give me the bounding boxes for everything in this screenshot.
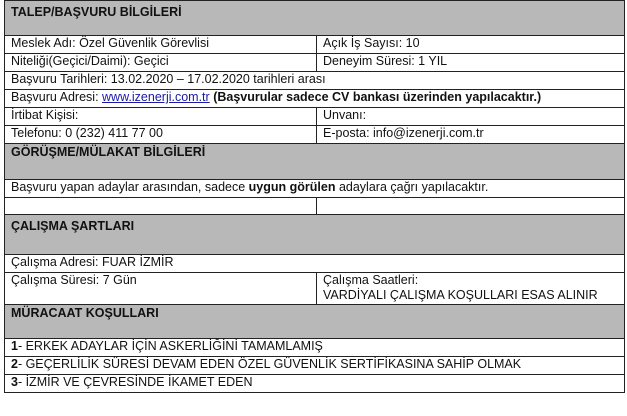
section-header-muracaat	[5, 305, 624, 339]
list-item	[5, 375, 624, 393]
calisma-suresi: Çalışma Süresi: 7 Gün	[5, 273, 317, 304]
deneyim-suresi: Deneyim Süresi: 1 YIL	[323, 54, 448, 68]
telefon: Telefonu: 0 (232) 411 77 00	[5, 126, 317, 143]
website-link[interactable]: www.izenerji.com.tr	[102, 90, 210, 104]
eposta: E-posta: info@izenerji.com.tr	[323, 126, 484, 140]
section-header-talep	[5, 0, 624, 36]
gorusme-text	[5, 180, 624, 197]
empty-cell-right	[317, 198, 624, 214]
calisma-adresi: Çalışma Adresi: FUAR İZMİR	[11, 255, 174, 269]
item-text: - ERKEK ADAYLAR İÇİN ASKERLİĞİNİ TAMAMLAMIŞ	[17, 339, 323, 353]
row-gorusme-text	[5, 180, 624, 198]
calisma-saatleri-value: VARDİYALI ÇALIŞMA KOŞULLARI ESAS ALINIR	[323, 288, 598, 302]
application-form	[4, 0, 625, 393]
row-nitelik	[5, 54, 624, 72]
empty-cell-left	[5, 198, 317, 214]
acik-is-sayisi: Açık İş Sayısı: 10	[323, 36, 420, 50]
item-number: 1	[11, 339, 18, 353]
item-text: - GEÇERLİLİK SÜRESİ DEVAM EDEN ÖZEL GÜVENLİK SERTİFİKASINA SAHİP OLMAK	[17, 357, 522, 371]
list-item	[5, 339, 624, 357]
row-basvuru-adresi	[5, 90, 624, 108]
basvuru-adresi-label: Başvuru Adresi:	[11, 90, 99, 104]
item-text: - İZMİR VE ÇEVRESİNDE İKAMET EDEN	[17, 375, 253, 389]
item-number: 3	[11, 375, 18, 389]
irtibat-kisisi: İrtibat Kişisi:	[5, 108, 317, 125]
calisma-saatleri-label: Çalışma Saatleri:	[323, 273, 419, 287]
unvani: Unvanı:	[323, 108, 367, 122]
section-title-talep: TALEP/BAŞVURU BİLGİLERİ	[11, 5, 182, 19]
gorusme-text-post: adaylara çağrı yapılacaktır.	[335, 180, 489, 194]
gorusme-text-bold: uygun görülen	[248, 180, 336, 194]
meslek-adi: Meslek Adı: Özel Güvenlik Görevlisi	[5, 36, 317, 53]
basvuru-adresi	[5, 90, 624, 107]
niteligi: Niteliği(Geçici/Daimi): Geçici	[5, 54, 317, 71]
row-gorusme-empty	[5, 198, 624, 215]
section-header-calisma	[5, 215, 624, 255]
list-item	[5, 357, 624, 375]
section-title-calisma: ÇALIŞMA ŞARTLARI	[11, 219, 135, 233]
row-meslek	[5, 36, 624, 54]
calisma-saatleri	[317, 273, 624, 304]
section-title-muracaat: MÜRACAAT KOŞULLARI	[11, 306, 159, 320]
row-telefon	[5, 126, 624, 144]
item-number: 2	[11, 357, 18, 371]
row-basvuru-tarihleri	[5, 72, 624, 90]
basvuru-note: (Başvurular sadece CV bankası üzerinden yapılacaktır.)	[213, 90, 542, 104]
row-calisma-sure	[5, 273, 624, 305]
basvuru-tarihleri: Başvuru Tarihleri: 13.02.2020 – 17.02.2020 tarihleri arası	[11, 72, 326, 86]
gorusme-text-pre: Başvuru yapan adaylar arasından, sadece	[11, 180, 249, 194]
section-title-gorusme: GÖRÜŞME/MÜLAKAT BİLGİLERİ	[11, 145, 206, 159]
row-calisma-adresi	[5, 255, 624, 273]
section-header-gorusme	[5, 144, 624, 180]
row-irtibat	[5, 108, 624, 126]
